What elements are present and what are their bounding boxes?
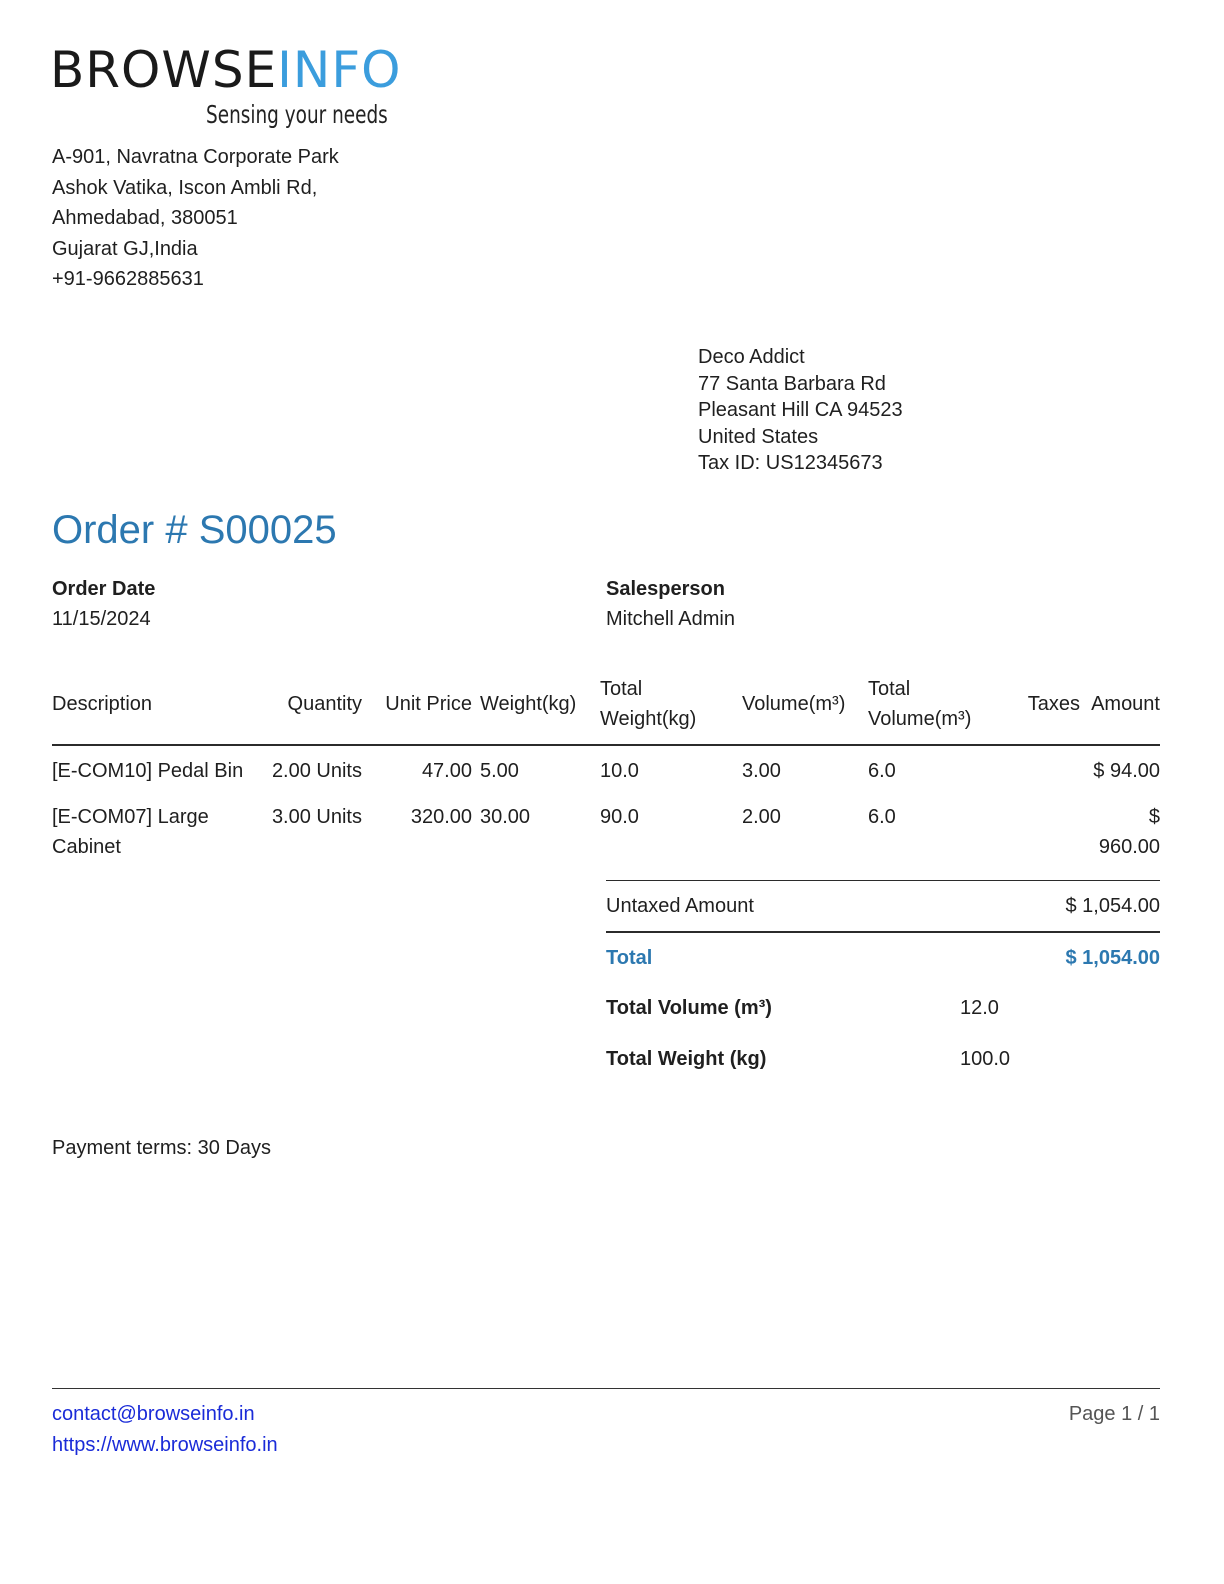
total-value: $ 1,054.00 bbox=[1065, 946, 1160, 969]
cell-weight: 5.00 bbox=[480, 760, 519, 782]
cell-total-weight: 10.0 bbox=[600, 760, 639, 782]
customer-address bbox=[698, 344, 903, 477]
cell-description: [E-COM10] Pedal Bin bbox=[52, 760, 244, 782]
customer-country: United States bbox=[698, 425, 819, 448]
salesperson-label: Salesperson bbox=[606, 578, 725, 600]
payment-terms: Payment terms: 30 Days bbox=[52, 1137, 271, 1159]
order-date-block bbox=[52, 574, 155, 634]
cell-amount: $ 960.00 bbox=[1098, 806, 1160, 858]
header-total-volume bbox=[868, 670, 1008, 745]
total-volume-row bbox=[606, 983, 1160, 1034]
logo-text-dark: BROWSE bbox=[50, 41, 278, 99]
logo-tagline: Sensing your needs bbox=[206, 100, 388, 129]
salesperson-block bbox=[606, 574, 735, 634]
cell-quantity: 3.00 Units bbox=[271, 806, 362, 828]
order-date-label: Order Date bbox=[52, 578, 156, 600]
header-total-volume-line2: Volume(m³) bbox=[868, 708, 972, 730]
header-total-volume-line1: Total bbox=[868, 678, 911, 700]
header-taxes: Taxes bbox=[1027, 693, 1080, 715]
cell-taxes bbox=[1008, 794, 1088, 870]
cell-quantity: 2.00 Units bbox=[271, 760, 362, 782]
total-volume-label: Total Volume (m³) bbox=[606, 997, 772, 1019]
company-address-line: A-901, Navratna Corporate Park bbox=[52, 146, 339, 168]
salesperson-value: Mitchell Admin bbox=[606, 608, 735, 630]
footer-website-link[interactable]: https://www.browseinfo.in bbox=[52, 1434, 278, 1456]
customer-name: Deco Addict bbox=[698, 346, 805, 368]
cell-volume: 2.00 bbox=[742, 806, 781, 828]
untaxed-value: $ 1,054.00 bbox=[1065, 894, 1160, 917]
cell-total-volume: 6.0 bbox=[868, 806, 896, 828]
total-weight-row bbox=[606, 1034, 1160, 1085]
header-description: Description bbox=[52, 693, 153, 715]
order-date-value: 11/15/2024 bbox=[52, 608, 151, 630]
header-total-weight bbox=[600, 670, 742, 745]
cell-total-volume: 6.0 bbox=[868, 760, 896, 782]
cell-amount: $ 94.00 bbox=[1093, 760, 1160, 782]
header-quantity: Quantity bbox=[287, 693, 362, 715]
table-row bbox=[52, 794, 1160, 870]
header-unit-price: Unit Price bbox=[385, 693, 472, 715]
order-lines-table bbox=[52, 670, 1160, 870]
company-logo bbox=[50, 40, 401, 100]
header-weight: Weight(kg) bbox=[480, 693, 577, 715]
cell-unit-price: 47.00 bbox=[421, 760, 472, 782]
total-volume-value: 12.0 bbox=[960, 997, 999, 1019]
customer-street: 77 Santa Barbara Rd bbox=[698, 372, 886, 395]
total-weight-label: Total Weight (kg) bbox=[606, 1048, 767, 1070]
page-title: Order # S00025 bbox=[52, 508, 337, 552]
company-address-line: Ahmedabad, 380051 bbox=[52, 207, 238, 229]
total-row bbox=[606, 931, 1160, 983]
cell-weight: 30.00 bbox=[480, 806, 531, 828]
header-total-weight-line2: Weight(kg) bbox=[600, 708, 697, 730]
customer-city: Pleasant Hill CA 94523 bbox=[698, 399, 903, 421]
cell-description: [E-COM07] Large Cabinet bbox=[52, 806, 209, 858]
header-volume: Volume(m³) bbox=[742, 693, 846, 715]
company-address-line: Ashok Vatika, Iscon Ambli Rd, bbox=[52, 176, 318, 199]
footer-divider bbox=[52, 1388, 1160, 1389]
header-total-weight-line1: Total bbox=[600, 678, 643, 700]
table-header-row bbox=[52, 670, 1160, 745]
totals-block bbox=[606, 880, 1160, 1085]
total-label: Total bbox=[606, 946, 653, 969]
untaxed-label: Untaxed Amount bbox=[606, 894, 754, 917]
cell-taxes bbox=[1008, 745, 1088, 794]
untaxed-row bbox=[606, 880, 1160, 931]
company-phone: +91-9662885631 bbox=[52, 268, 204, 290]
cell-total-weight: 90.0 bbox=[600, 806, 639, 828]
company-address-line: Gujarat GJ,India bbox=[52, 237, 198, 260]
page-number: Page 1 / 1 bbox=[1068, 1403, 1160, 1425]
logo-text-blue: INFO bbox=[277, 41, 402, 99]
total-weight-value: 100.0 bbox=[960, 1048, 1011, 1070]
company-address bbox=[52, 142, 339, 295]
cell-volume: 3.00 bbox=[742, 760, 781, 782]
table-row bbox=[52, 745, 1160, 794]
customer-tax-id: Tax ID: US12345673 bbox=[698, 452, 883, 474]
footer-email-link[interactable]: contact@browseinfo.in bbox=[52, 1403, 255, 1425]
footer-contact bbox=[52, 1399, 278, 1461]
header-amount: Amount bbox=[1091, 693, 1160, 715]
cell-unit-price: 320.00 bbox=[410, 806, 472, 828]
